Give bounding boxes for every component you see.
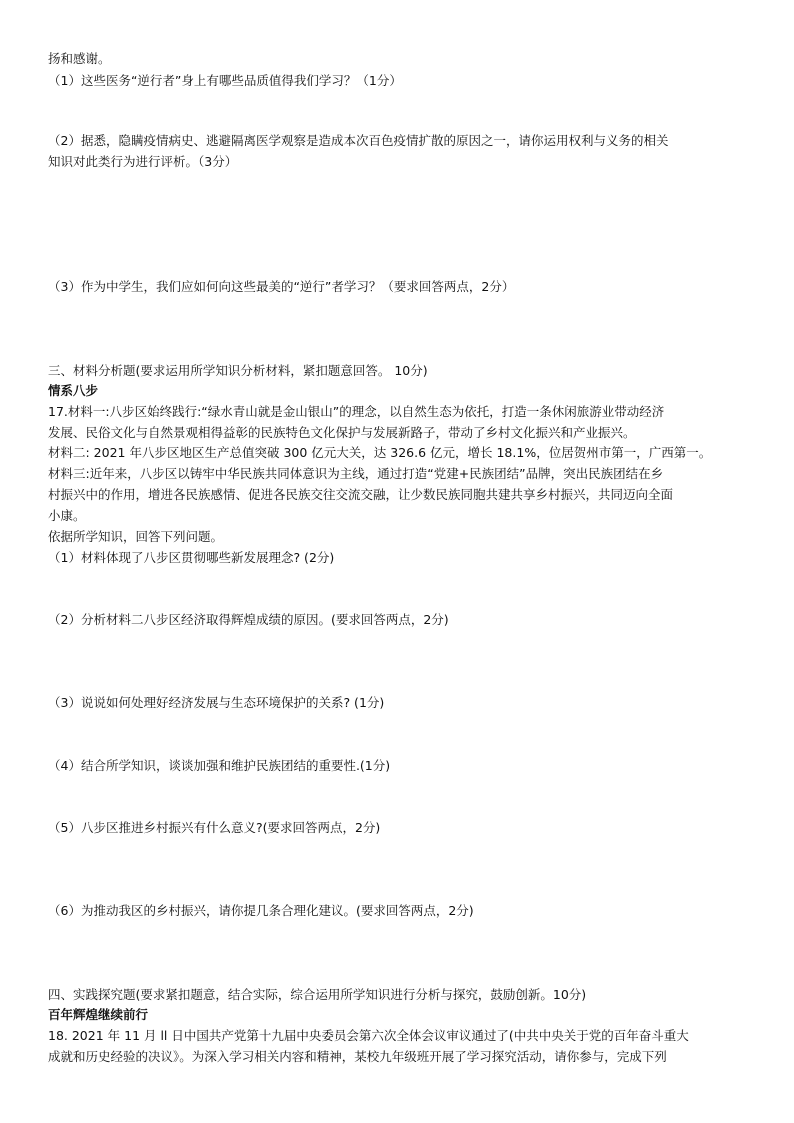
section-3-question-4: （4）结合所学知识，谈谈加强和维护民族团结的重要性.(1分) <box>48 758 391 773</box>
instruction: 依据所学知识，回答下列问题。 <box>48 529 224 544</box>
section-3-subtitle: 情系八步 <box>48 383 99 398</box>
section-3-question-5: （5）八步区推进乡村振兴有什么意义?(要求回答两点，2分) <box>48 820 381 835</box>
section-3-question-1: （1）材料体现了八步区贯彻哪些新发展理念? (2分) <box>48 550 335 565</box>
material-3-line-1: 材料三:近年来，八步区以铸牢中华民族共同体意识为主线，通过打造“党建+民族团结”品牌，突出民族团结在乡 <box>48 466 664 481</box>
material-3-line-2: 村振兴中的作用，增进各民族感情、促进各民族交往交流交融，让少数民族同胞共建共享乡村振兴，共同迈向全面 <box>48 487 674 502</box>
section-3-question-3: （3）说说如何处理好经济发展与生态环境保护的关系? (1分) <box>48 695 385 710</box>
material-1-line-1: 17.材料一:八步区始终践行:“绿水青山就是金山银山”的理念，以自然生态为依托，打造一条休闲旅游业带动经济 <box>48 404 665 419</box>
question-18-line-1: 18. 2021 年 11 月 ll 日中国共产党第十九届中央委员会第六次全体会议审议通过了(中共中央关于党的百年奋斗重大 <box>48 1028 689 1043</box>
question-2-line-2: 知识对此类行为进行评析。（3分） <box>48 154 238 169</box>
material-2: 材料二: 2021 年八步区地区生产总值突破 300 亿元大关，达 326.6 亿元，增长 18.1%，位居贺州市第一，广西第一。 <box>48 445 712 460</box>
material-3-line-3: 小康。 <box>48 508 86 523</box>
intro-end-text: 扬和感谢。 <box>48 51 111 66</box>
question-1: （1）这些医务“逆行者”身上有哪些品质值得我们学习？（1分） <box>48 73 402 88</box>
section-3-heading: 三、材料分析题(要求运用所学知识分析材料，紧扣题意回答。 10分) <box>48 363 428 378</box>
section-4-subtitle: 百年辉煌继续前行 <box>48 1007 149 1022</box>
section-4-heading: 四、实践探究题(要求紧扣题意，结合实际，综合运用所学知识进行分析与探究，鼓励创新。10分) <box>48 987 587 1002</box>
section-3-question-2: （2）分析材料二八步区经济取得辉煌成绩的原因。(要求回答两点，2分) <box>48 612 449 627</box>
material-1-line-2: 发展、民俗文化与自然景观相得益彰的民族特色文化保护与发展新路子，带动了乡村文化振兴和产业振兴。 <box>48 425 636 440</box>
question-18-line-2: 成就和历史经验的决议》。为深入学习相关内容和精神，某校九年级班开展了学习探究活动，请你参与，完成下列 <box>48 1049 667 1064</box>
section-3-question-6: （6）为推动我区的乡村振兴，请你提几条合理化建议。(要求回答两点，2分) <box>48 903 474 918</box>
question-2-line-1: （2）据悉，隐瞒疫情病史、逃避隔离医学观察是造成本次百色疫情扩散的原因之一，请你运用权利与义务的相关 <box>48 133 669 148</box>
question-3: （3）作为中学生，我们应如何向这些最美的“逆行”者学习？（要求回答两点，2分） <box>48 279 515 294</box>
